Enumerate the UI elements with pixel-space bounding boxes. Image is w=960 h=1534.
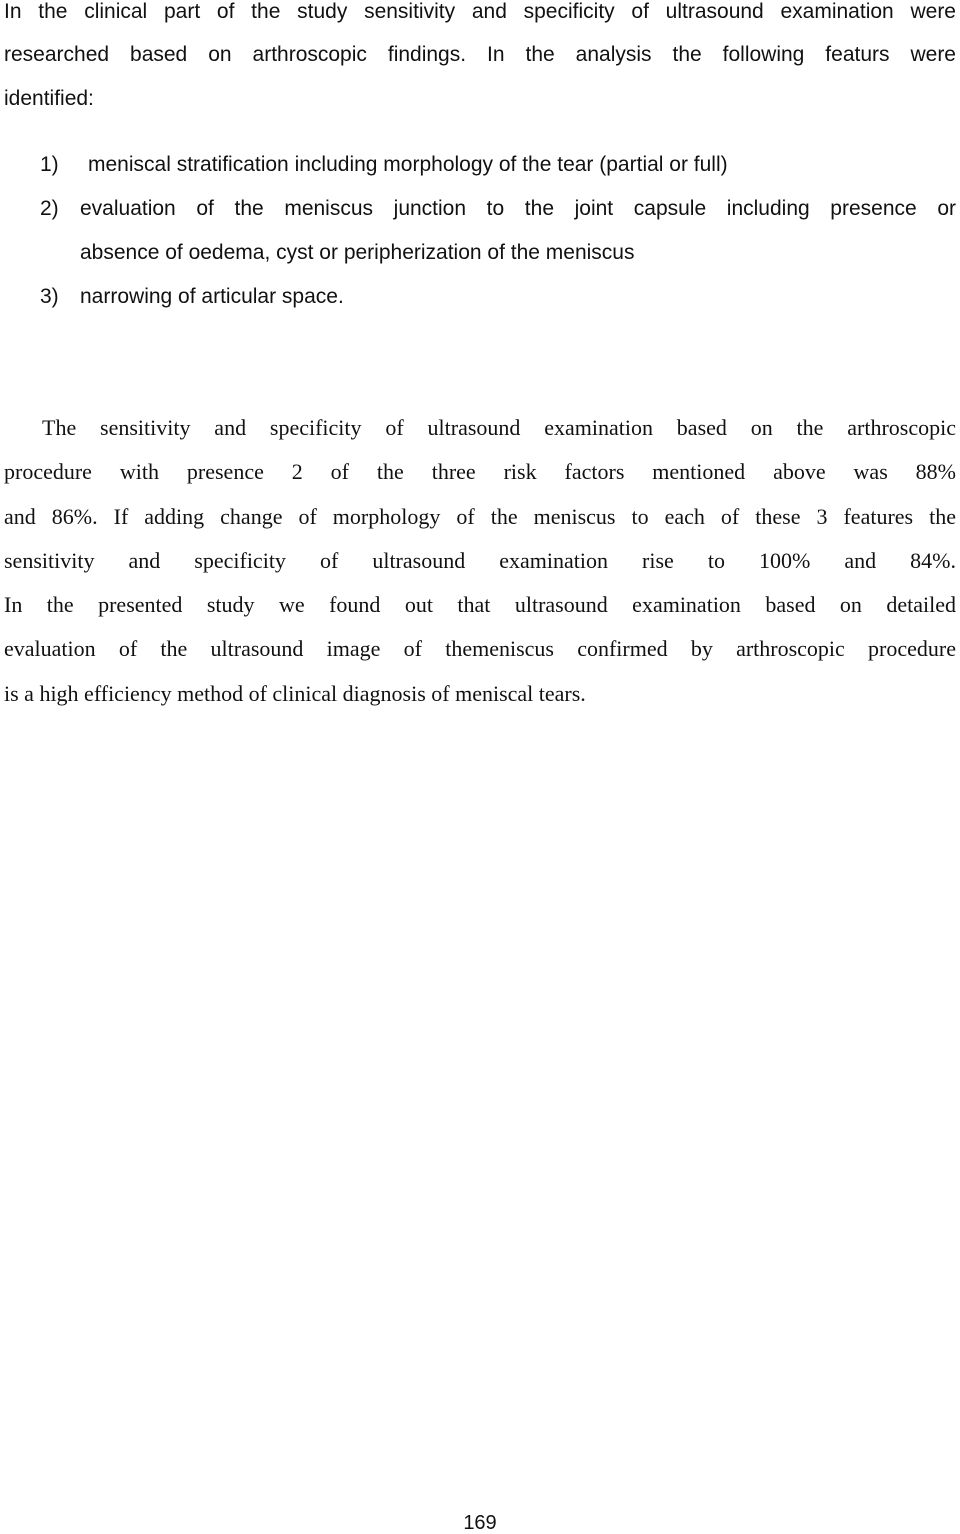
results-line-5: In the presented study we found out that ultrasound examination based on detailed — [4, 592, 956, 617]
feature-text-1: meniscal stratification including morphology of the tear (partial or full) — [88, 153, 728, 176]
results-line-2: procedure with presence 2 of the three risk factors mentioned above was 88% — [4, 459, 956, 484]
intro-line-3: identified: — [4, 87, 94, 110]
feature-text-3: narrowing of articular space. — [80, 285, 344, 308]
feature-number-1: 1) — [40, 153, 59, 176]
feature-text-2-line-1: evaluation of the meniscus junction to the joint capsule including presence or — [80, 197, 956, 220]
results-line-6: evaluation of the ultrasound image of themeniscus confirmed by arthroscopic procedure — [4, 636, 956, 661]
feature-text-2-line-2: absence of oedema, cyst or peripherization of the meniscus — [80, 241, 635, 264]
results-line-7: is a high efficiency method of clinical diagnosis of meniscal tears. — [4, 681, 586, 706]
results-line-3: and 86%. If adding change of morphology of the meniscus to each of these 3 features the — [4, 504, 956, 529]
feature-number-3: 3) — [40, 285, 59, 308]
results-line-1: The sensitivity and specificity of ultrasound examination based on the arthroscopic — [42, 415, 956, 440]
results-line-4: sensitivity and specificity of ultrasound examination rise to 100% and 84%. — [4, 548, 956, 573]
feature-number-2: 2) — [40, 197, 59, 220]
intro-line-2: researched based on arthroscopic findings. In the analysis the following featurs were — [4, 43, 956, 66]
intro-line-1: In the clinical part of the study sensitivity and specificity of ultrasound examination were — [4, 0, 956, 23]
page-number: 169 — [463, 1512, 497, 1534]
